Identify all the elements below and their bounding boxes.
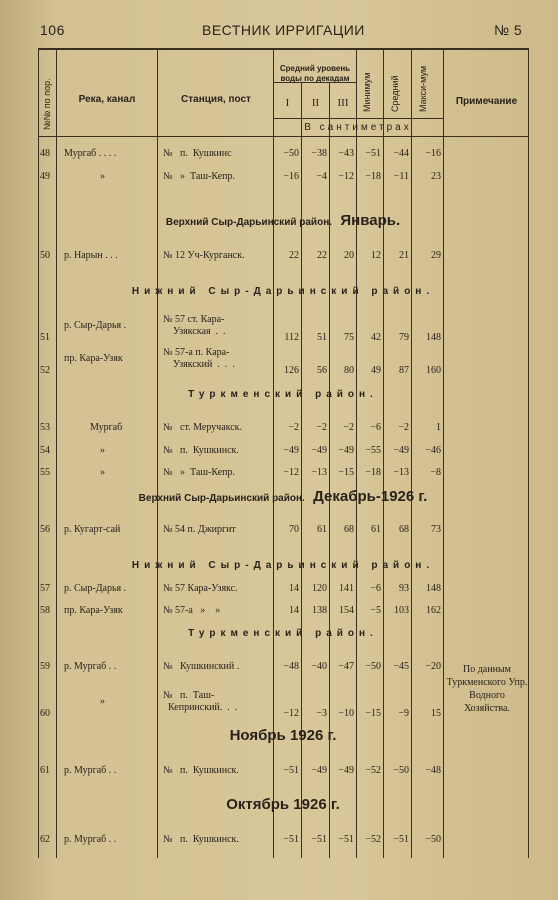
station-name: № 54 п. Джиргит [163, 524, 236, 535]
value-cell: 22 [289, 250, 299, 261]
value-cell: −50 [283, 148, 299, 159]
station-name: № п. Таш- Кепринский. . . [163, 690, 238, 713]
value-cell: −46 [425, 445, 441, 456]
river-name: р. Сыр-Дарья . [64, 320, 127, 331]
value-cell: 14 [289, 583, 299, 594]
value-cell: 1 [436, 422, 441, 433]
value-cell: −12 [338, 171, 354, 182]
value-cell: −20 [425, 661, 441, 672]
row-number: 62 [40, 834, 50, 845]
row-number: 49 [40, 171, 50, 182]
value-cell: −55 [365, 445, 381, 456]
value-cell: 80 [344, 365, 354, 376]
value-cell: −50 [393, 765, 409, 776]
value-cell: −52 [365, 834, 381, 845]
section-heading: Нижний Сыр-Дарьинский район. [131, 286, 435, 297]
value-cell: −43 [338, 148, 354, 159]
river-name: пр. Кара-Узяк [64, 605, 123, 616]
value-cell: −5 [370, 605, 381, 616]
value-cell: −40 [311, 661, 327, 672]
value-cell: 14 [289, 605, 299, 616]
station-name: № 57 Кара-Узякс. [163, 583, 238, 594]
row-number: 48 [40, 148, 50, 159]
value-cell: 93 [399, 583, 409, 594]
section-heading: Верхний Сыр-Дарьинский район. Декабрь-1926 г. [138, 488, 428, 505]
row-number: 54 [40, 445, 50, 456]
river-name: » [100, 467, 105, 478]
value-cell: −16 [283, 171, 299, 182]
river-name: р. Мургаб . . [64, 834, 117, 845]
value-cell: −51 [393, 834, 409, 845]
value-cell: 68 [399, 524, 409, 535]
unit-rule [273, 118, 443, 119]
value-cell: 61 [317, 524, 327, 535]
river-name: р. Мургаб . . [64, 765, 117, 776]
value-cell: −49 [338, 445, 354, 456]
value-cell: −50 [365, 661, 381, 672]
value-cell: 138 [312, 605, 327, 616]
table-top-rule [38, 48, 528, 50]
value-cell: −52 [365, 765, 381, 776]
value-cell: −45 [393, 661, 409, 672]
station-name: № 12 Уч-Курганск. [163, 250, 245, 261]
value-cell: 49 [371, 365, 381, 376]
row-number: 51 [40, 332, 50, 343]
value-cell: −38 [311, 148, 327, 159]
river-name: Мургаб [90, 422, 123, 433]
col-header-note: Примечание [455, 96, 518, 107]
station-name: № 57-а » » [163, 605, 221, 616]
row-number: 50 [40, 250, 50, 261]
value-cell: 148 [426, 332, 441, 343]
section-heading: Верхний Сыр-Дарьинский район. Январь. [165, 212, 401, 229]
value-cell: 79 [399, 332, 409, 343]
station-name: № 57 ст. Кара- Узякская . . [163, 314, 226, 337]
value-cell: −49 [311, 445, 327, 456]
value-cell: −2 [398, 422, 409, 433]
unit-label: В сантиметрах [304, 122, 412, 133]
value-cell: −6 [370, 583, 381, 594]
value-cell: 15 [431, 708, 441, 719]
value-cell: 56 [317, 365, 327, 376]
value-cell: −11 [393, 171, 409, 182]
row-number: 60 [40, 708, 50, 719]
value-cell: 154 [339, 605, 354, 616]
value-cell: 22 [317, 250, 327, 261]
value-cell: 12 [371, 250, 381, 261]
col-header-station: Станция, пост [181, 94, 251, 105]
value-cell: −47 [338, 661, 354, 672]
value-cell: 148 [426, 583, 441, 594]
river-name: Мургаб . . . . [64, 148, 117, 159]
value-cell: −49 [393, 445, 409, 456]
value-cell: 20 [344, 250, 354, 261]
value-cell: 120 [312, 583, 327, 594]
value-cell: 87 [399, 365, 409, 376]
section-heading-month: Ноябрь 1926 г. [229, 727, 337, 744]
row-number: 59 [40, 661, 50, 672]
col-header-decade-3: III [337, 97, 349, 109]
value-cell: 103 [394, 605, 409, 616]
row-number: 61 [40, 765, 50, 776]
value-cell: −51 [283, 834, 299, 845]
value-cell: −13 [393, 467, 409, 478]
row-number: 56 [40, 524, 50, 535]
row-number: 53 [40, 422, 50, 433]
value-cell: −8 [430, 467, 441, 478]
value-cell: −12 [283, 708, 299, 719]
value-cell: −51 [283, 765, 299, 776]
value-cell: 73 [431, 524, 441, 535]
value-cell: 51 [317, 332, 327, 343]
value-cell: 23 [431, 171, 441, 182]
journal-title: ВЕСТНИК ИРРИГАЦИИ [202, 22, 365, 38]
col-header-min: Минимум [362, 72, 372, 112]
river-name: » [100, 445, 105, 456]
row-note: По данным Туркменского Упр. Водного Хозяйства. [446, 664, 528, 714]
value-cell: −18 [365, 467, 381, 478]
river-name: » [100, 696, 105, 707]
value-cell: −44 [393, 148, 409, 159]
section-heading: Туркменский район. [188, 628, 378, 639]
page-number: 106 [40, 22, 65, 38]
river-name: р. Сыр-Дарья . [64, 583, 127, 594]
value-cell: −10 [338, 708, 354, 719]
value-cell: −12 [283, 467, 299, 478]
value-cell: 29 [431, 250, 441, 261]
value-cell: −51 [365, 148, 381, 159]
section-heading-month: Октябрь 1926 г. [226, 796, 340, 813]
value-cell: −9 [398, 708, 409, 719]
row-number: 57 [40, 583, 50, 594]
col-header-avg-level: Средний уровень воды по декадам [279, 64, 351, 83]
value-cell: 70 [289, 524, 299, 535]
value-cell: −15 [338, 467, 354, 478]
col-header-decade-1: I [285, 97, 290, 109]
station-name: № п. Кушкинск. [163, 445, 239, 456]
col-header-max: Макси-мум [418, 65, 428, 112]
value-cell: −4 [316, 171, 327, 182]
river-name: р. Мургаб . . [64, 661, 117, 672]
value-cell: 160 [426, 365, 441, 376]
station-name: № п. Кушкинск. [163, 834, 239, 845]
col-header-decade-2: II [311, 97, 320, 109]
value-cell: −6 [370, 422, 381, 433]
river-name: р. Нарын . . . [64, 250, 118, 261]
value-cell: 112 [284, 332, 299, 343]
value-cell: −48 [425, 765, 441, 776]
value-cell: 68 [344, 524, 354, 535]
station-name: № п. Кушкинс [163, 148, 232, 159]
section-heading: Туркменский район. [188, 389, 378, 400]
river-name: р. Кугарт-сай [64, 524, 121, 535]
row-number: 55 [40, 467, 50, 478]
value-cell: 42 [371, 332, 381, 343]
value-cell: −48 [283, 661, 299, 672]
station-name: № » Таш-Кепр. [163, 467, 235, 478]
value-cell: −15 [365, 708, 381, 719]
row-number: 58 [40, 605, 50, 616]
value-cell: 61 [371, 524, 381, 535]
value-cell: 21 [399, 250, 409, 261]
value-cell: −49 [283, 445, 299, 456]
river-name: пр. Кара-Узяк [64, 353, 123, 364]
value-cell: 126 [284, 365, 299, 376]
station-name: № 57-а п. Кара- Узякский . . . [163, 347, 235, 370]
value-cell: −51 [311, 834, 327, 845]
value-cell: −18 [365, 171, 381, 182]
col-header-river: Река, канал [78, 94, 136, 105]
row-number: 52 [40, 365, 50, 376]
value-cell: −2 [288, 422, 299, 433]
value-cell: −2 [343, 422, 354, 433]
page-header [0, 22, 558, 44]
value-cell: −3 [316, 708, 327, 719]
station-name: № ст. Меручакск. [163, 422, 243, 433]
section-heading: Нижний Сыр-Дарьинский район. [131, 560, 435, 571]
value-cell: −51 [338, 834, 354, 845]
col-header-mean: Средний [390, 75, 400, 112]
station-name: № Кушкинский . [163, 661, 240, 672]
value-cell: −13 [311, 467, 327, 478]
river-name: » [100, 171, 105, 182]
header-bottom-rule [38, 136, 528, 137]
table-right-border [528, 48, 529, 858]
station-name: № » Таш-Кепр. [163, 171, 235, 182]
value-cell: −49 [338, 765, 354, 776]
col-header-num: №№ по пор. [42, 78, 52, 130]
value-cell: −49 [311, 765, 327, 776]
value-cell: 162 [426, 605, 441, 616]
issue-number: № 5 [494, 22, 523, 38]
value-cell: −50 [425, 834, 441, 845]
value-cell: −16 [425, 148, 441, 159]
value-cell: 141 [339, 583, 354, 594]
value-cell: 75 [344, 332, 354, 343]
station-name: № п. Кушкинск. [163, 765, 239, 776]
value-cell: −2 [316, 422, 327, 433]
